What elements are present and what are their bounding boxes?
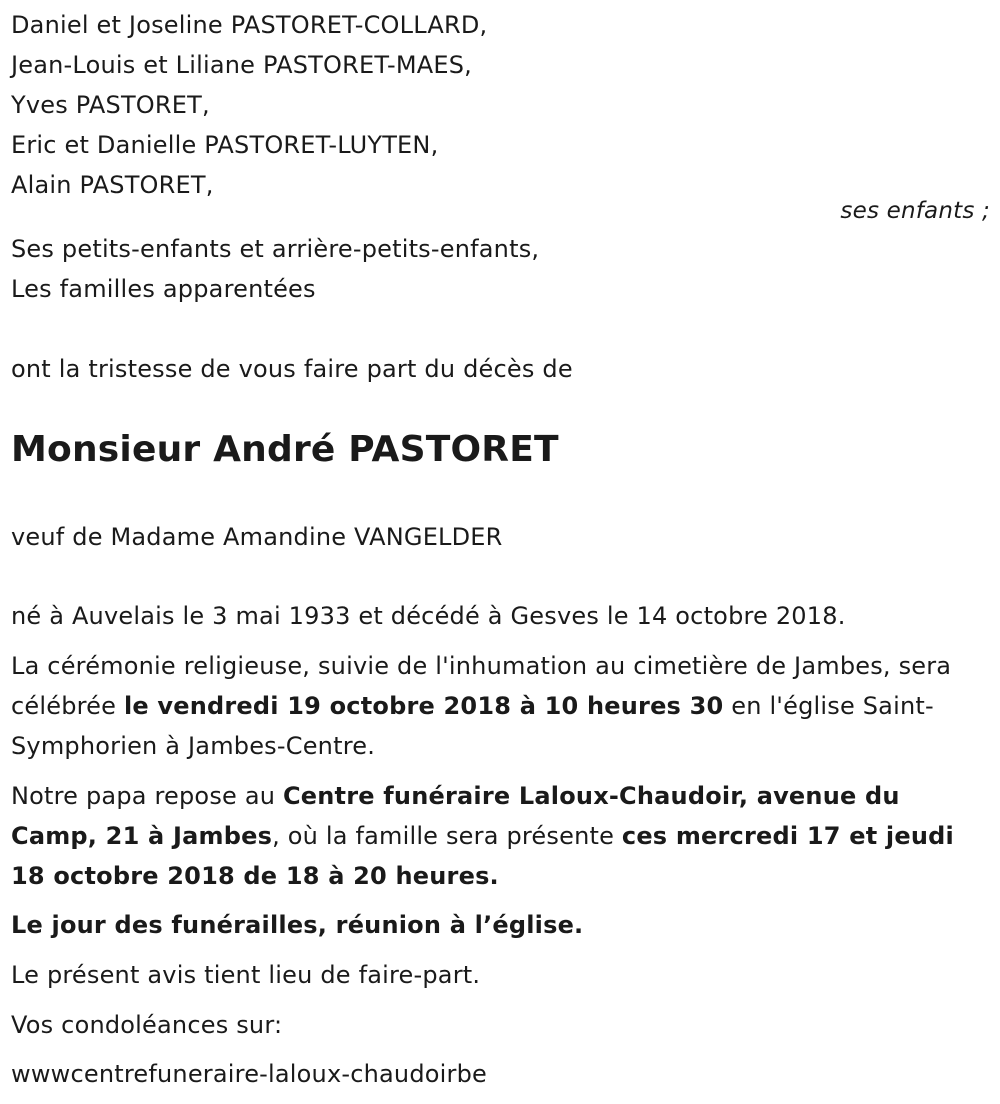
announcement-line: ont la tristesse de vous faire part du décès de (11, 355, 573, 383)
child-line-4: Eric et Danielle PASTORET-LUYTEN, (11, 131, 439, 159)
relatives-line: Les familles apparentées (11, 275, 316, 303)
condolences-label: Vos condoléances sur: (11, 1011, 283, 1039)
ceremony-paragraph (11, 646, 986, 766)
birth-death-line: né à Auvelais le 3 mai 1933 et décédé à Gesves le 14 octobre 2018. (11, 602, 846, 630)
repose-text-1: Notre papa repose au (11, 782, 283, 810)
repose-dates: ces mercredi 17 et jeudi 18 octobre 2018 de 18 à 20 heures. (11, 822, 954, 890)
deceased-name: Monsieur André PASTORET (11, 429, 559, 470)
child-line-5: Alain PASTORET, (11, 171, 214, 199)
ceremony-date: le vendredi 19 octobre 2018 à 10 heures 30 (123, 692, 724, 720)
website-link[interactable]: wwwcentrefuneraire-laloux-chaudoirbe (11, 1060, 487, 1088)
funeral-meeting-line: Le jour des funérailles, réunion à l’église. (11, 911, 584, 939)
children-role-note: ses enfants ; (840, 198, 990, 224)
repose-paragraph (11, 776, 986, 896)
widower-line: veuf de Madame Amandine VANGELDER (11, 523, 503, 551)
notice-line: Le présent avis tient lieu de faire-part. (11, 961, 481, 989)
grandchildren-line: Ses petits-enfants et arrière-petits-enfants, (11, 235, 540, 263)
repose-place: Centre funéraire Laloux-Chaudoir, avenue du Camp, 21 à Jambes (11, 782, 900, 850)
ceremony-text-2: en l'église Saint-Symphorien à Jambes-Centre. (11, 692, 934, 760)
child-line-1: Daniel et Joseline PASTORET-COLLARD, (11, 11, 488, 39)
repose-text-2: , où la famille sera présente (272, 822, 622, 850)
ceremony-text-1: La cérémonie religieuse, suivie de l'inhumation au cimetière de Jambes, sera célébrée (11, 652, 952, 720)
child-line-3: Yves PASTORET, (11, 91, 210, 119)
child-line-2: Jean-Louis et Liliane PASTORET-MAES, (11, 51, 473, 79)
